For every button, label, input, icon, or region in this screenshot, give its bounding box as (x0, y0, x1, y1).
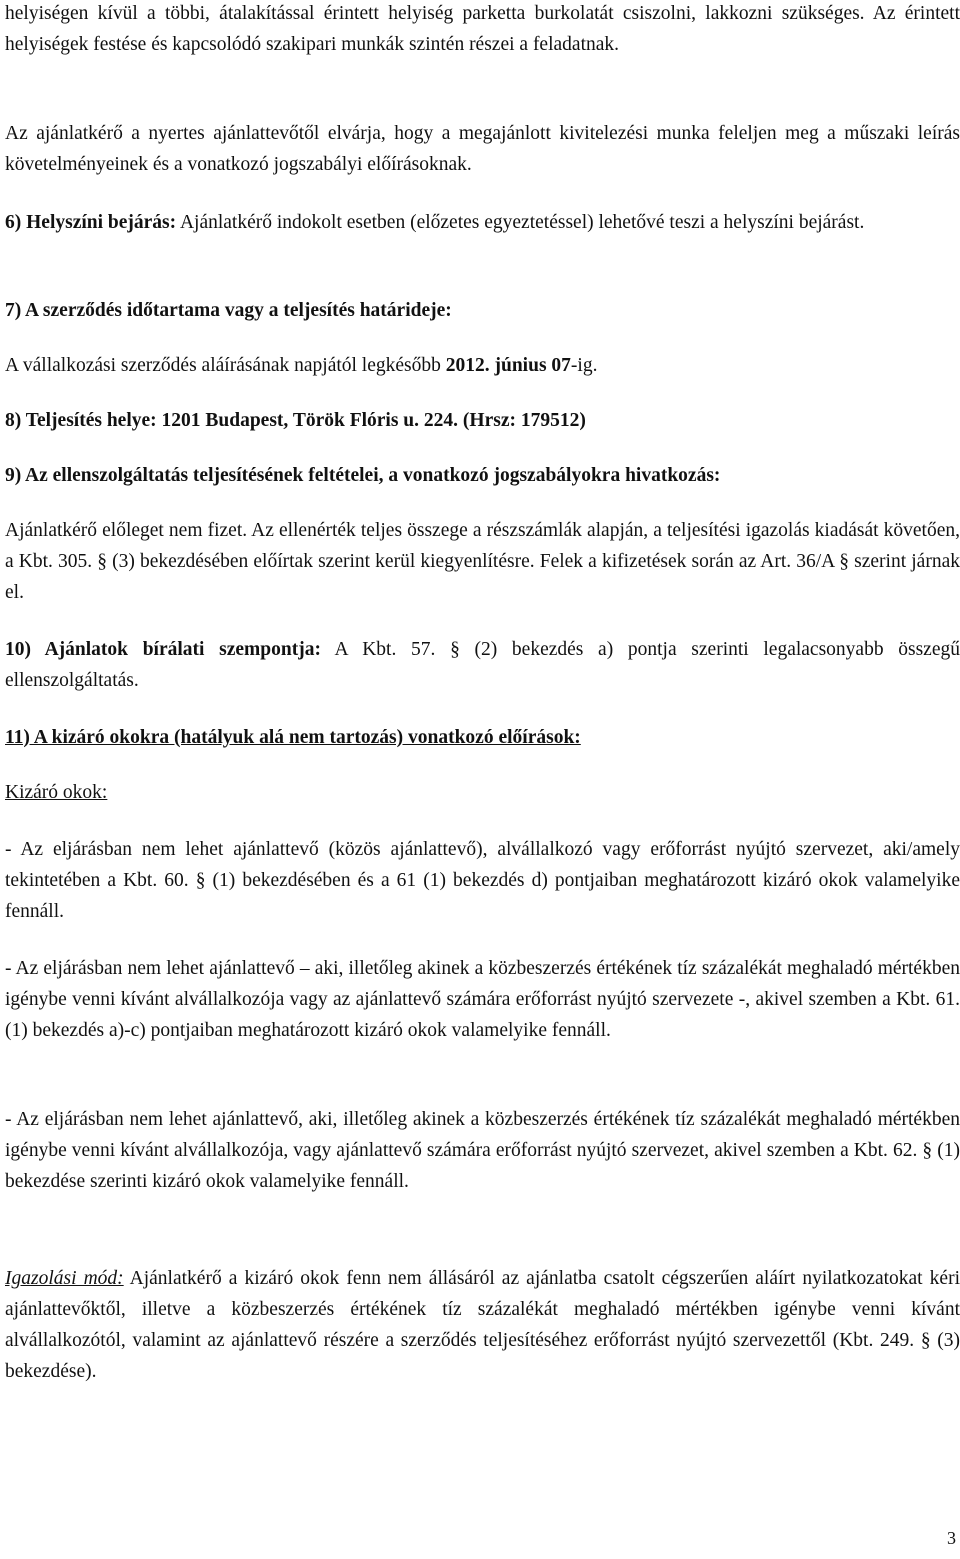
section-9-heading: 9) Az ellenszolgáltatás teljesítésének feltételei, a vonatkozó jogszabályokra hivatkozás: (5, 465, 721, 486)
section-6-paragraph (5, 207, 960, 238)
exclusion-item-2: - Az eljárásban nem lehet ajánlattevő – aki, illetőleg akinek a közbeszerzés értékének tíz százalékát meghaladó mértékben igénybe venni kívánt alvállalkozója vagy az ajánlattevő számára erőforrást nyújtó szervezete -, akivel szemben a Kbt. 61. (1) bekezdés a)-c) pontjaiban meghatározott kizáró okok valamelyike fennáll. (5, 958, 960, 1041)
section-6-heading: 6) Helyszíni bejárás: (5, 212, 177, 233)
requirement-paragraph: Az ajánlatkérő a nyertes ajánlattevőtől elvárja, hogy a megajánlott kivitelezési munka feleljen meg a műszaki leírás követelményeinek és a vonatkozó jogszabályi előírásoknak. (5, 123, 960, 175)
hrsz-number: (Hrsz: 179512) (458, 410, 586, 431)
exclusion-item-3: - Az eljárásban nem lehet ajánlattevő, aki, illetőleg akinek a közbeszerzés értékének tíz százalékát meghaladó mértékben igénybe venni kívánt alvállalkozója, vagy ajánlattevő számára erőforrást nyújtó szervezet, akivel szemben a Kbt. 62. § (1) bekezdése szerinti kizáró okok valamelyike fennáll. (5, 1109, 960, 1192)
continuation-paragraph: helyiségen kívül a többi, átalakítással érintett helyiség parketta burkolatát csiszolni, lakkozni szükséges. Az érintett helyiségek festése és kapcsolódó szakipari munkák szintén részei a feladatnak. (5, 3, 960, 55)
section-9-text: Ajánlatkérő előleget nem fizet. Az ellenérték teljes összege a részszámlák alapján, a teljesítési igazolás kiadását követően, a Kbt. 305. § (3) bekezdésében előírtak szerint kerül kiegyenlítésre. Felek a kifizetések során az Art. 36/A § szerint járnak el. (5, 520, 960, 603)
section-7-heading: 7) A szerződés időtartama vagy a teljesítés határideje: (5, 300, 452, 321)
section-7-text: A vállalkozási szerződés aláírásának napjától legkésőbb 2012. június 07-ig. (5, 355, 598, 376)
page-number: 3 (947, 1528, 956, 1548)
section-8-paragraph (5, 405, 960, 436)
proof-label: Igazolási mód: (5, 1268, 124, 1289)
proof-text: Ajánlatkérő a kizáró okok fenn nem állásáról az ajánlatba csatolt cégszerűen aláírt nyilatkozatokat kéri ajánlattevőktől, illetve a közbeszerzés értékének tíz százalékát meghaladó mértékben igénybe venni kívánt alvállalkozótól, valamint az ajánlattevő részére a szerződés teljesítéséhez erőforrást nyújtó szervezettől (Kbt. 249. § (3) bekezdése). (5, 1268, 960, 1382)
section-6-text: Ajánlatkérő indokolt esetben (előzetes egyeztetéssel) lehetővé teszi a helyszíni bejárást. (176, 212, 865, 233)
section-11-heading: 11) A kizáró okokra (hatályuk alá nem tartozás) vonatkozó előírások: (5, 727, 581, 748)
section-10-heading: 10) Ajánlatok bírálati szempontja: (5, 639, 321, 660)
exclusion-item-1: - Az eljárásban nem lehet ajánlattevő (közös ajánlattevő), alvállalkozó vagy erőforrást nyújtó szervezet, aki/amely tekintetében a Kbt. 60. § (1) bekezdésében és a 61 (1) bekezdés d) pontjaiban meghatározott kizáró okok valamelyike fennáll. (5, 839, 960, 922)
deadline-date: 2012. június 07 (445, 355, 571, 376)
section-10-text: A Kbt. 57. § (2) bekezdés a) pontja szerinti legalacsonyabb összegű ellenszolgáltatás. (5, 639, 960, 691)
section-8-heading: 8) Teljesítés helye: 1201 Budapest, Török Flóris u. 224. (5, 410, 459, 431)
exclusion-subheading: Kizáró okok: (5, 782, 108, 803)
proof-paragraph (5, 1263, 960, 1387)
section-10-paragraph (5, 634, 960, 696)
